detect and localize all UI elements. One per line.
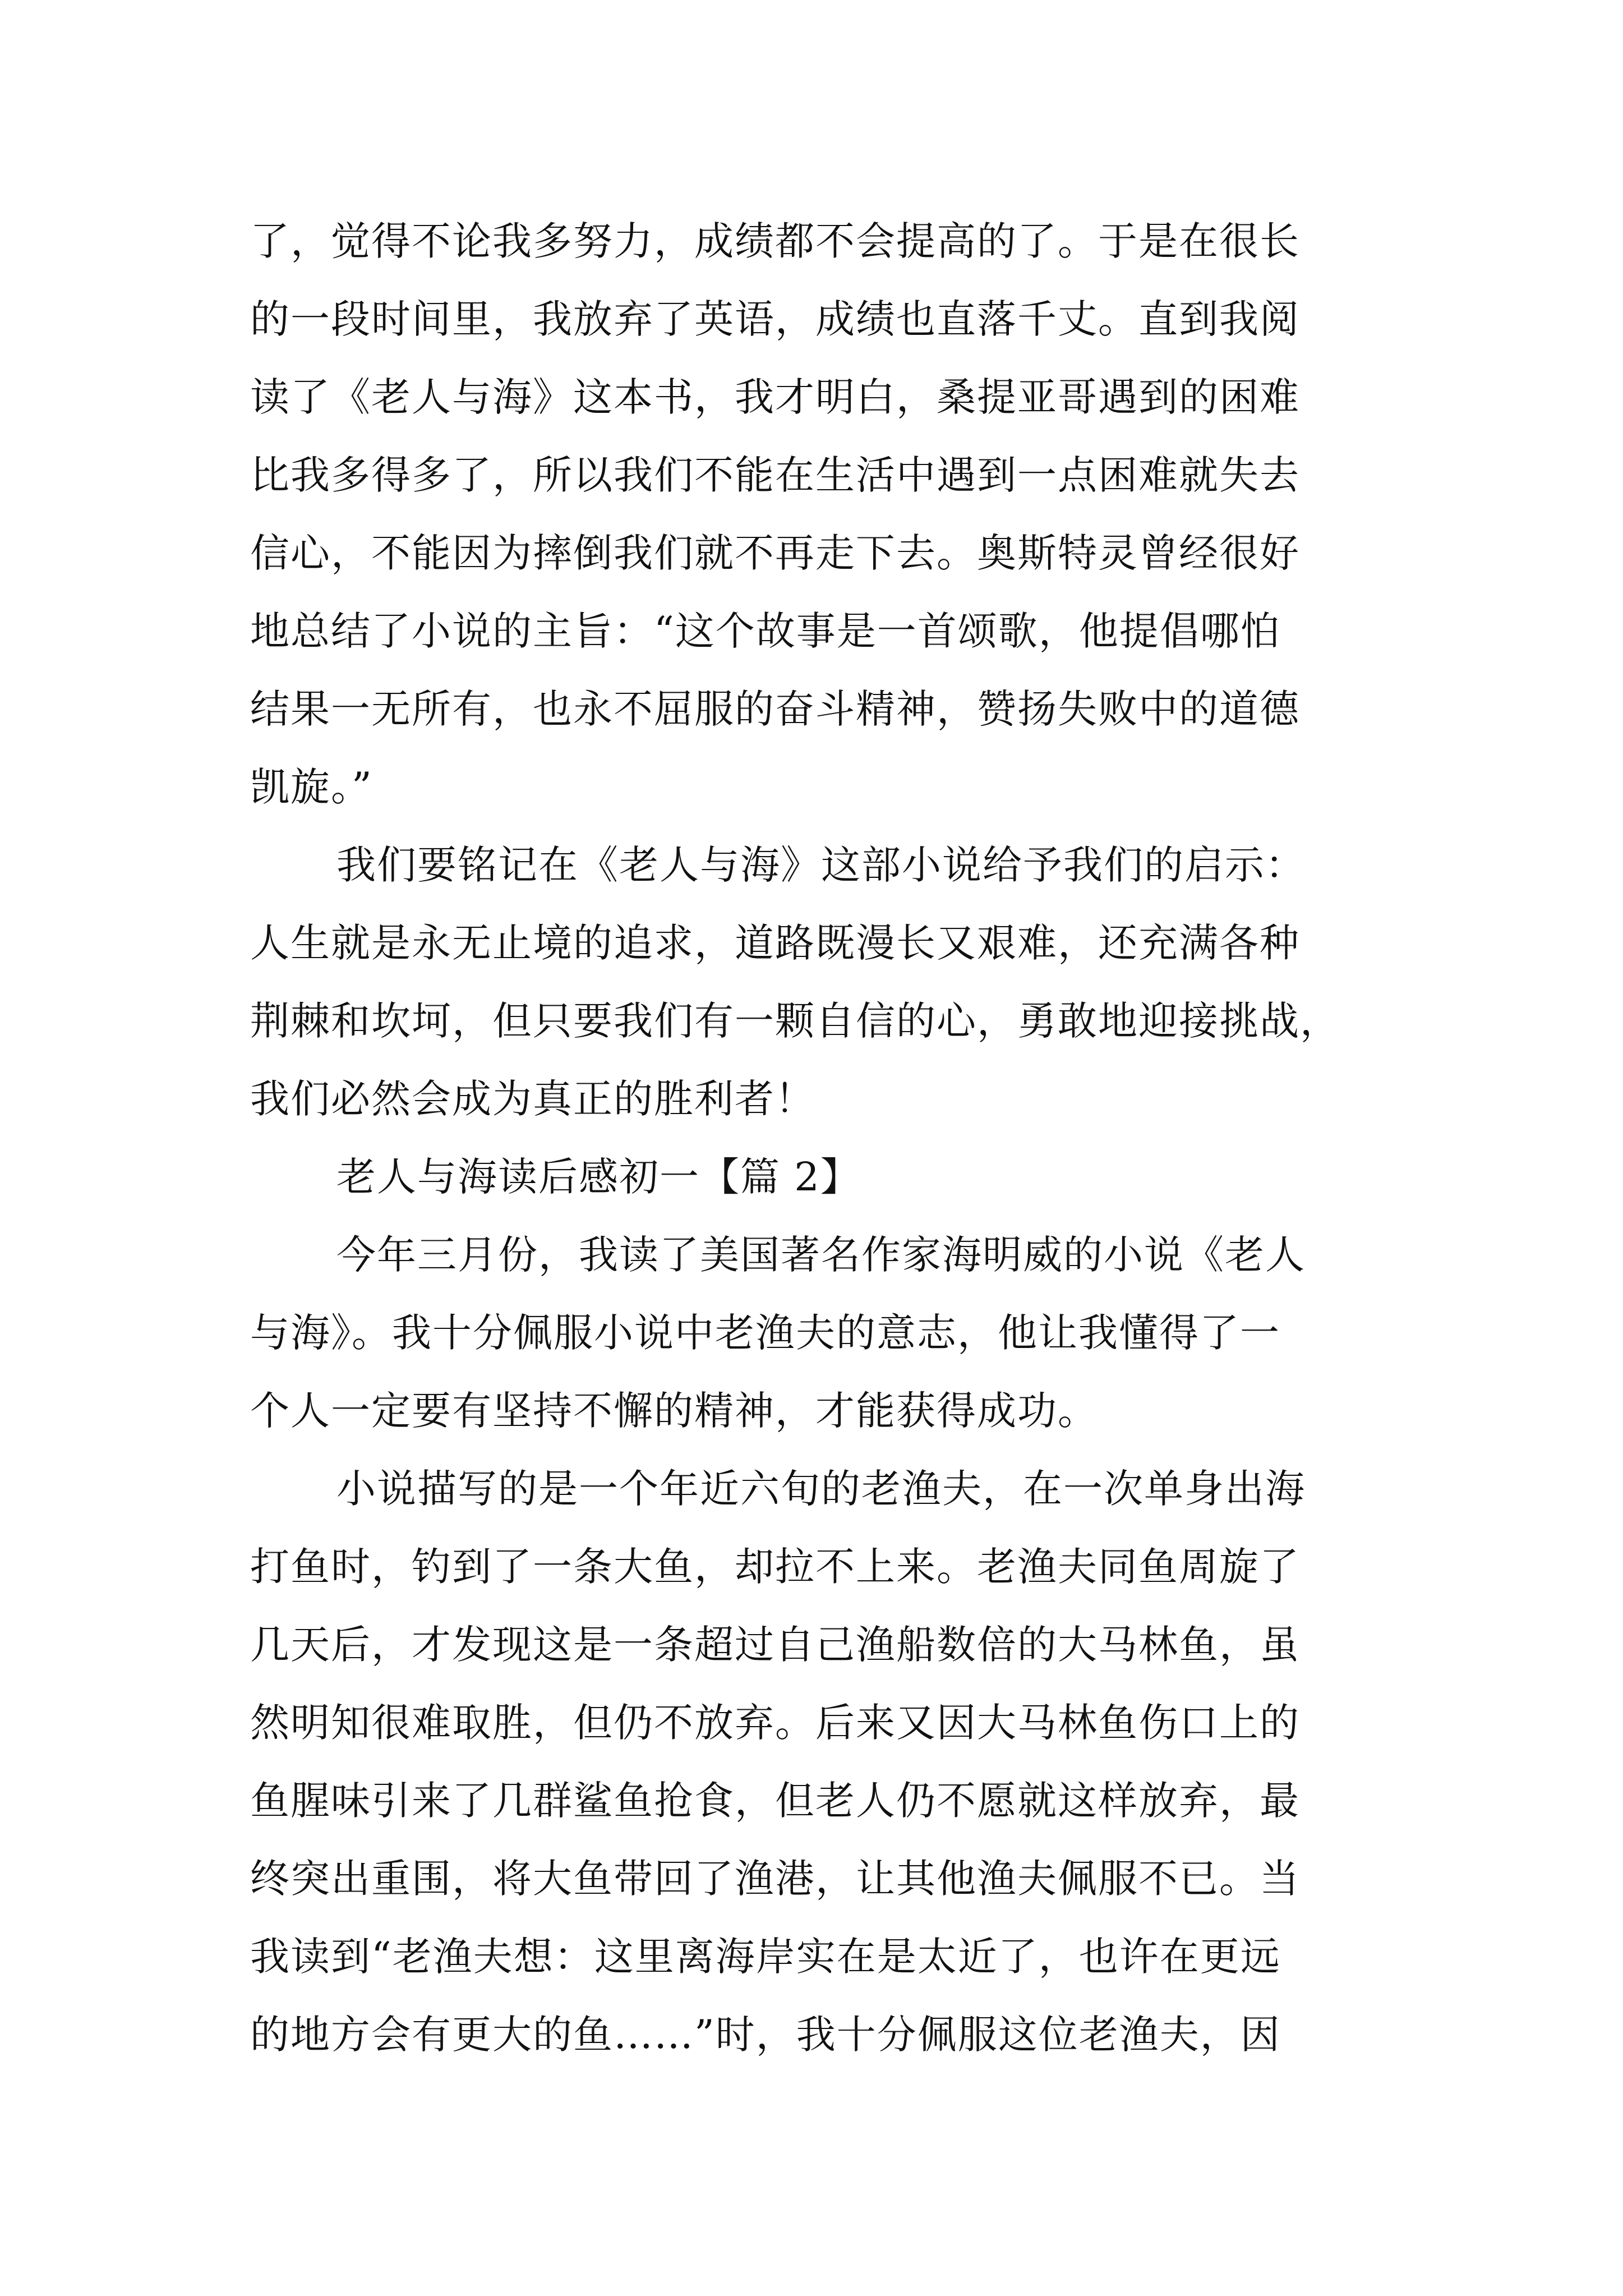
text-line: 几天后，才发现这是一条超过自己渔船数倍的大马林鱼，虽 bbox=[250, 1622, 1300, 1668]
text-line: 荆棘和坎坷，但只要我们有一颗自信的心，勇敢地迎接挑战， bbox=[250, 998, 1340, 1044]
text-line: 个人一定要有坚持不懈的精神，才能获得成功。 bbox=[250, 1388, 1098, 1434]
text-line: 比我多得多了，所以我们不能在生活中遇到一点困难就失去 bbox=[250, 452, 1300, 498]
text-line: 读了《老人与海》这本书，我才明白，桑提亚哥遇到的困难 bbox=[250, 374, 1300, 420]
text-line: 终突出重围，将大鱼带回了渔港，让其他渔夫佩服不已。当 bbox=[250, 1856, 1300, 1902]
text-line: 的一段时间里，我放弃了英语，成绩也直落千丈。直到我阅 bbox=[250, 296, 1300, 342]
text-line: 与海》。我十分佩服小说中老渔夫的意志，他让我懂得了一 bbox=[250, 1310, 1280, 1356]
paragraph-start-line: 今年三月份，我读了美国著名作家海明威的小说《老人 bbox=[336, 1232, 1306, 1278]
text-line: 结果一无所有，也永不屈服的奋斗精神，赞扬失败中的道德 bbox=[250, 686, 1300, 732]
text-line: 信心，不能因为摔倒我们就不再走下去。奥斯特灵曾经很好 bbox=[250, 530, 1300, 576]
text-line: 打鱼时，钓到了一条大鱼，却拉不上来。老渔夫同鱼周旋了 bbox=[250, 1544, 1300, 1590]
section-heading: 老人与海读后感初一【篇 2】 bbox=[336, 1154, 861, 1200]
text-line: 鱼腥味引来了几群鲨鱼抢食，但老人仍不愿就这样放弃，最 bbox=[250, 1778, 1300, 1824]
text-line: 地总结了小说的主旨：“这个故事是一首颂歌，他提倡哪怕 bbox=[250, 608, 1281, 654]
text-line: 人生就是永无止境的追求，道路既漫长又艰难，还充满各种 bbox=[250, 920, 1300, 966]
text-line: 凯旋。” bbox=[250, 764, 373, 810]
text-line: 我们必然会成为真正的胜利者！ bbox=[250, 1076, 815, 1122]
text-line: 然明知很难取胜，但仍不放弃。后来又因大马林鱼伤口上的 bbox=[250, 1700, 1300, 1746]
text-line: 的地方会有更大的鱼……”时，我十分佩服这位老渔夫，因 bbox=[250, 2012, 1281, 2058]
paragraph-start-line: 小说描写的是一个年近六旬的老渔夫，在一次单身出海 bbox=[336, 1466, 1306, 1512]
paragraph-start-line: 我们要铭记在《老人与海》这部小说给予我们的启示： bbox=[336, 842, 1306, 888]
text-line: 我读到“老渔夫想：这里离海岸实在是太近了，也许在更远 bbox=[250, 1934, 1281, 1980]
text-line: 了，觉得不论我多努力，成绩都不会提高的了。于是在很长 bbox=[250, 218, 1300, 264]
